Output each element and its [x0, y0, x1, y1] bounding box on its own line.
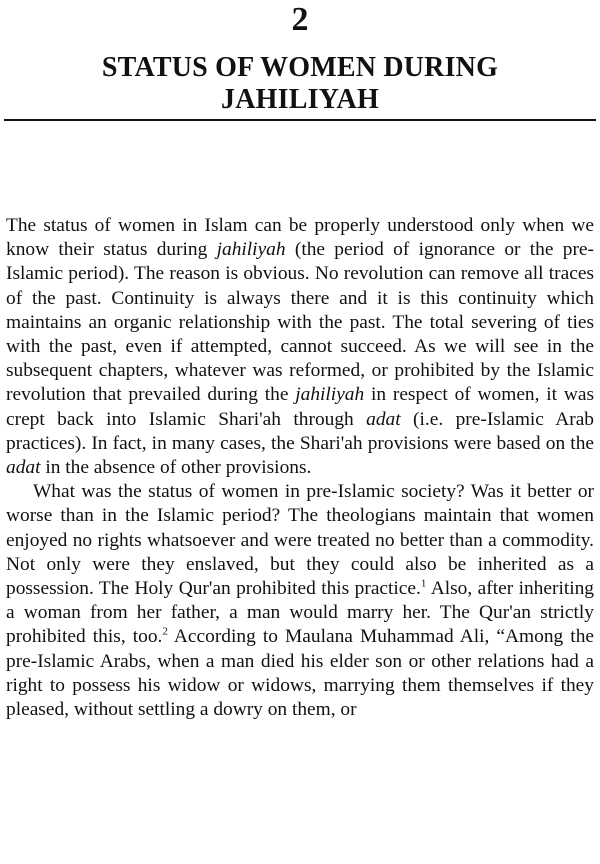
paragraph-2-text-3: According to Maulana Muhammad Ali, “Among the pre-Islamic Arabs, when a man died his elder son or other relations had a right to possess his widow or widows, marrying them themselves if they pleased, without settling a dowry on them, or [6, 626, 594, 721]
paragraph-2-text-1: What was the status of women in pre-Islamic society? Was it better or worse than in the Islamic period? The theologians maintain that women enjoyed no rights whatsoever and were treated no better than a commodity. Not only were they enslaved, but they could also be inherited as a possession. The Holy Qur'an prohibited this practice. [6, 481, 594, 600]
title-rule [4, 119, 596, 121]
chapter-title [0, 52, 600, 116]
chapter-title-line-2: JAHILIYAH [221, 84, 379, 115]
body-text [6, 214, 594, 722]
footnote-marker-2: 2 [162, 625, 168, 638]
paragraph-1-text-3: in respect of women, it was crept back into Islamic Shari'ah through [6, 384, 594, 430]
footnote-marker-1: 1 [420, 577, 427, 590]
paragraph-2-text-2: Also, after inheriting a woman from her father, a man would marry her. The Qur'an strictly prohibited this, too. [6, 578, 594, 648]
paragraph-1-text-5: in the absence of other provisions. [40, 457, 312, 479]
chapter-title-line-1: STATUS OF WOMEN DURING [101, 52, 499, 83]
paragraph-1-text-1: The status of women in Islam can be properly understood only when we know their status during [6, 215, 594, 261]
chapter-number: 2 [291, 1, 309, 38]
paragraph-2 [6, 480, 594, 722]
paragraph-1 [6, 214, 594, 480]
paragraph-1-italic-1: jahiliyah [216, 239, 286, 261]
paragraph-1-italic-2: jahiliyah [295, 384, 365, 406]
paragraph-1-text-4: (i.e. pre-Islamic Arab practices). In fact, in many cases, the Shari'ah provisions were based on the [6, 408, 594, 454]
paragraph-1-text-2: (the period of ignorance or the pre-Islamic period). The reason is obvious. No revolution can remove all traces of the past. Continuity is always there and it is this continuity which maintains an organic relationship with the past. The total severing of ties with the past, even if attempted, cannot succeed. As we will see in the subsequent chapters, whatever was reformed, or prohibited by the Islamic revolution that prevailed during the [6, 239, 594, 406]
paragraph-1-italic-3: adat [366, 408, 401, 430]
paragraph-1-italic-4: adat [6, 457, 41, 479]
